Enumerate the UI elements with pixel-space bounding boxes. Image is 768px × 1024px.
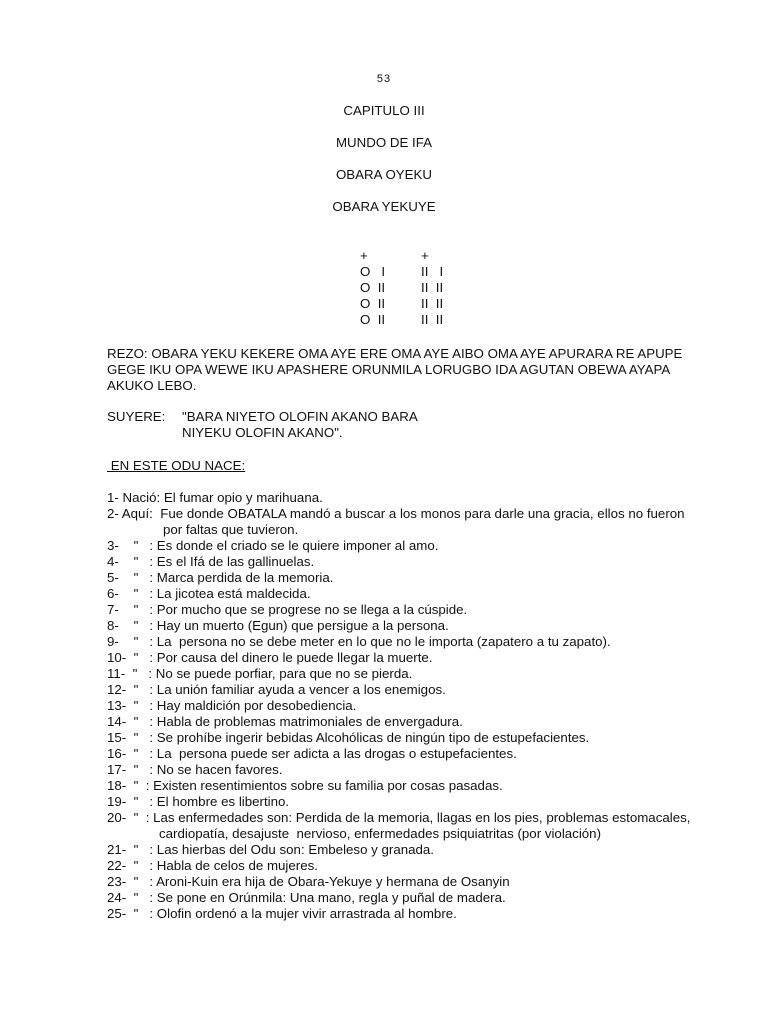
sign-left: O II — [360, 296, 386, 311]
chapter-title: CAPITULO III — [343, 103, 425, 118]
list-item — [107, 650, 707, 666]
rezo-paragraph: REZO: OBARA YEKU KEKERE OMA AYE ERE OMA AYE AIBO OMA AYE APURARA RE APUPE GEGE IKU OPA WEWE IKU APASHERE ORUNMILA LORUGBO IDA AGUTAN OBEWA AYAPA AKUKO LEBO. — [107, 346, 683, 393]
list-item — [107, 746, 707, 762]
list-item-text: 3- " : Es donde el criado se le quiere imponer al amo. — [107, 538, 439, 553]
sign-row — [348, 264, 468, 280]
list-item — [107, 506, 707, 538]
item-list — [107, 490, 707, 922]
list-item-text: 15- " : Se prohíbe ingerir bebidas Alcohólicas de ningún tipo de estupefacientes. — [107, 730, 590, 745]
suyere-block — [107, 409, 707, 441]
list-item-text: 21- " : Las hierbas del Odu son: Embeleso y granada. — [107, 842, 434, 857]
odu-name: OBARA OYEKU — [335, 167, 433, 182]
list-item-text: 23- " : Aroni-Kuin era hija de Obara-Yekuye y hermana de Osanyin — [107, 874, 510, 889]
list-item-text: 4- " : Es el Ifá de las gallinuelas. — [107, 554, 315, 569]
list-item — [107, 682, 707, 698]
list-item-text: 5- " : Marca perdida de la memoria. — [107, 570, 334, 585]
list-item — [107, 490, 707, 506]
list-item-text: 2- Aquí: Fue donde OBATALA mandó a buscar a los monos para darle una gracia, ellos no fueron — [107, 506, 685, 521]
sign-right: II II — [421, 280, 444, 295]
list-item-text: 22- " : Habla de celos de mujeres. — [107, 858, 318, 873]
list-item-text: 19- " : El hombre es libertino. — [107, 794, 290, 809]
sign-row — [348, 296, 468, 312]
sign-left: O II — [360, 280, 386, 295]
list-item-text: 12- " : La unión familiar ayuda a vencer a los enemigos. — [107, 682, 446, 697]
list-item — [107, 762, 707, 778]
suyere-line: NIYEKU OLOFIN AKANO". — [182, 425, 343, 440]
list-item-continuation: cardiopatía, desajuste nervioso, enfermedades psiquiatritas (por violación) — [159, 826, 601, 841]
list-item-continuation: por faltas que tuvieron. — [163, 522, 299, 537]
list-item — [107, 666, 707, 682]
sign-row — [348, 280, 468, 296]
list-item — [107, 890, 707, 906]
list-item — [107, 618, 707, 634]
list-item — [107, 586, 707, 602]
list-item-text: 25- " : Olofin ordenó a la mujer vivir arrastrada al hombre. — [107, 906, 457, 921]
sign-left: O II — [360, 312, 386, 327]
list-item — [107, 602, 707, 618]
list-item — [107, 842, 707, 858]
list-item — [107, 714, 707, 730]
list-item-text: 18- " : Existen resentimientos sobre su familia por cosas pasadas. — [107, 778, 503, 793]
list-item-text: 20- " : Las enfermedades son: Perdida de la memoria, llagas en los pies, problemas estomacales, — [107, 810, 691, 825]
list-item-text: 9- " : La persona no se debe meter en lo que no le importa (zapatero a tu zapato). — [107, 634, 611, 649]
list-item-text: 24- " : Se pone en Orúnmila: Una mano, regla y puñal de madera. — [107, 890, 506, 905]
list-item-text: 16- " : La persona puede ser adicta a las drogas o estupefacientes. — [107, 746, 517, 761]
odu-sign — [348, 248, 468, 328]
list-item — [107, 634, 707, 650]
list-item-text: 14- " : Habla de problemas matrimoniales de envergadura. — [107, 714, 463, 729]
nace-heading: EN ESTE ODU NACE: — [107, 458, 246, 473]
suyere-label: SUYERE: — [107, 409, 166, 424]
list-item — [107, 698, 707, 714]
odu-alt-name: OBARA YEKUYE — [332, 199, 436, 214]
sign-right: II I — [421, 264, 444, 279]
list-item-text: 17- " : No se hacen favores. — [107, 762, 283, 777]
list-item — [107, 538, 707, 554]
page-number: 53 — [376, 73, 392, 85]
section-title: MUNDO DE IFA — [335, 135, 433, 150]
list-item — [107, 794, 707, 810]
sign-row — [348, 312, 468, 328]
list-item — [107, 810, 707, 842]
sign-right: II II — [421, 312, 444, 327]
list-item — [107, 730, 707, 746]
sign-right: + — [421, 248, 429, 263]
sign-left: + — [360, 248, 368, 263]
list-item-text: 7- " : Por mucho que se progrese no se llega a la cúspide. — [107, 602, 468, 617]
list-item-text: 11- " : No se puede porfiar, para que no se pierda. — [107, 666, 413, 681]
sign-right: II II — [421, 296, 444, 311]
list-item-text: 6- " : La jicotea está maldecida. — [107, 586, 311, 601]
list-item — [107, 906, 707, 922]
list-item — [107, 858, 707, 874]
list-item-text: 1- Nació: El fumar opio y marihuana. — [107, 490, 323, 505]
list-item-text: 10- " : Por causa del dinero le puede llegar la muerte. — [107, 650, 433, 665]
suyere-line: "BARA NIYETO OLOFIN AKANO BARA — [182, 409, 418, 424]
list-item — [107, 570, 707, 586]
list-item-text: 8- " : Hay un muerto (Egun) que persigue a la persona. — [107, 618, 449, 633]
list-item — [107, 554, 707, 570]
sign-left: O I — [360, 264, 386, 279]
list-item — [107, 778, 707, 794]
sign-row — [348, 248, 468, 264]
list-item — [107, 874, 707, 890]
list-item-text: 13- " : Hay maldición por desobediencia. — [107, 698, 357, 713]
